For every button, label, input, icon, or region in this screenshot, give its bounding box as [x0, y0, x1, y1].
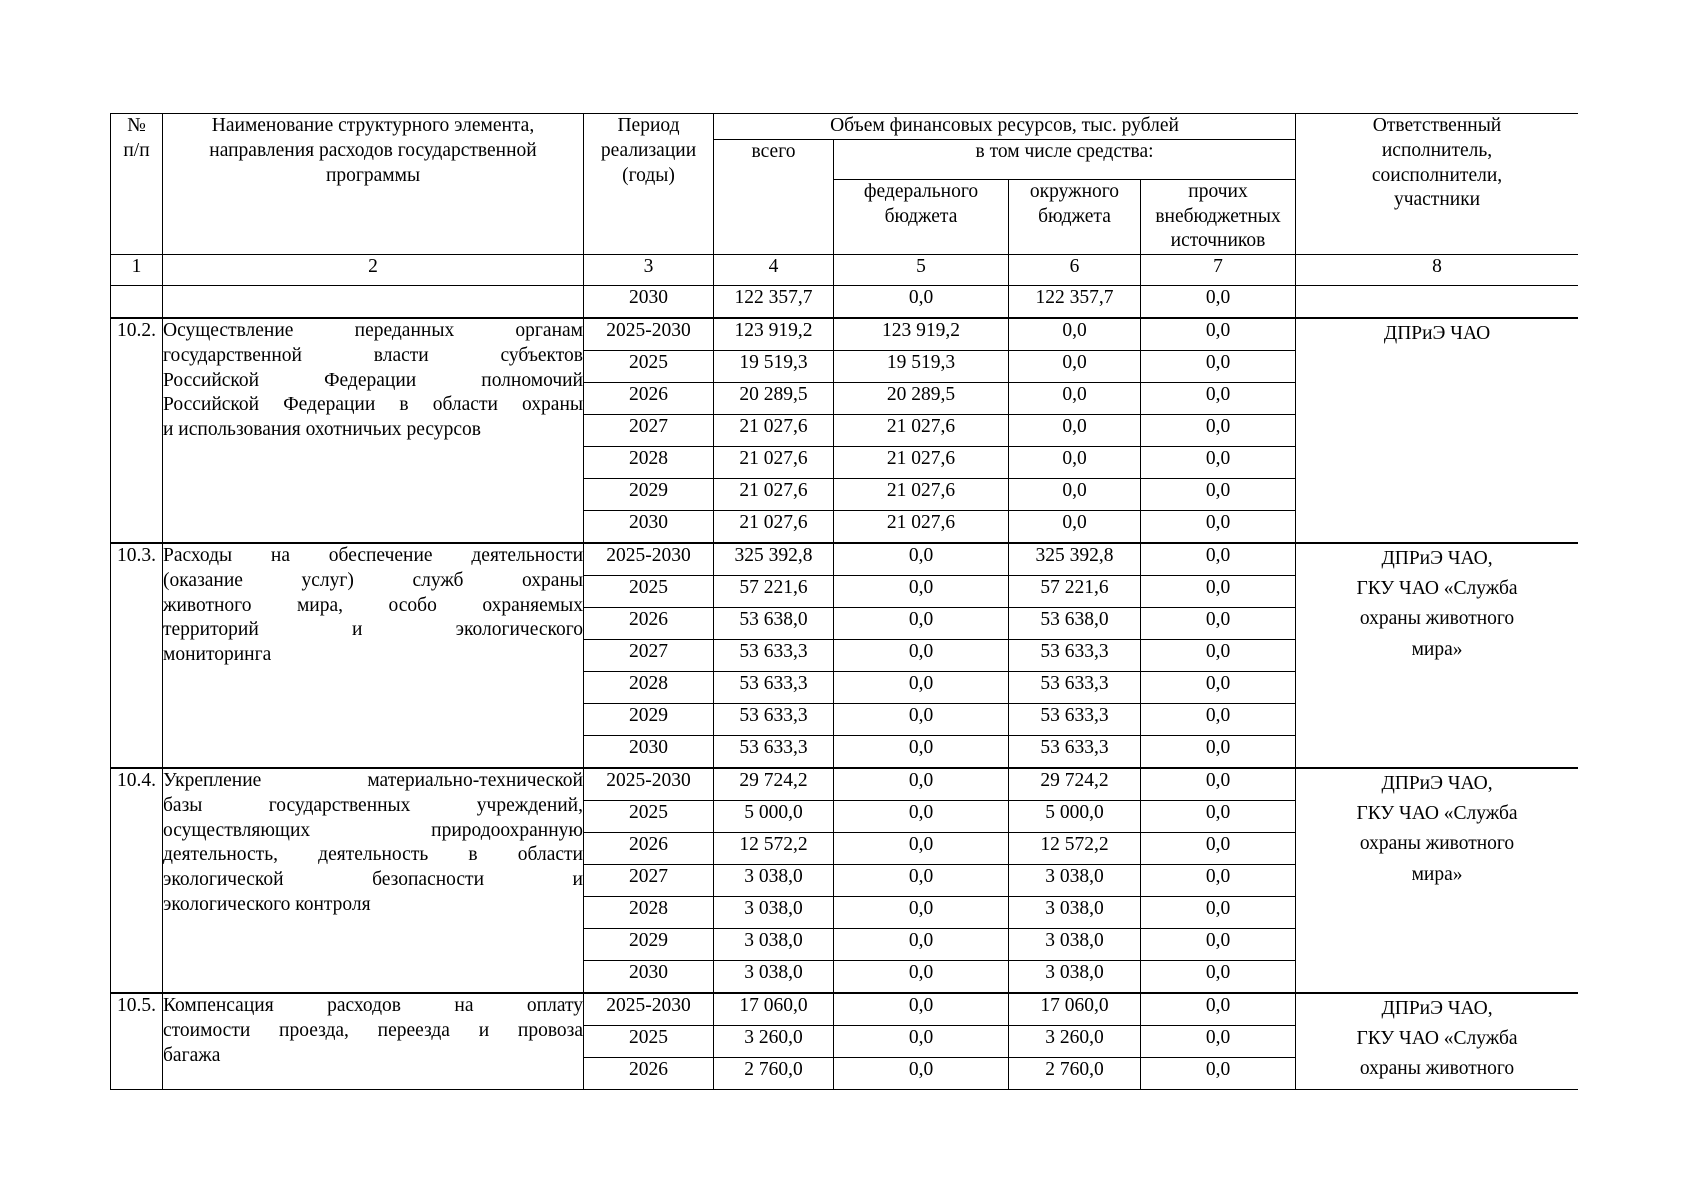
- row-federal: 123 919,2: [834, 318, 1009, 351]
- row-district: 0,0: [1009, 479, 1141, 511]
- row-total: 2 760,0: [714, 1058, 834, 1090]
- row-year: 2025-2030: [584, 318, 714, 351]
- row-year: 2025: [584, 1026, 714, 1058]
- row-district: 12 572,2: [1009, 833, 1141, 865]
- row-name-line: территорий и экологического: [163, 619, 583, 641]
- header-period: [584, 114, 714, 255]
- row-district: 3 038,0: [1009, 929, 1141, 961]
- row-year: 2025: [584, 801, 714, 833]
- row-responsible-line: ДПРиЭ ЧАО,: [1381, 998, 1493, 1019]
- row-year: 2028: [584, 447, 714, 479]
- row-total: 53 633,3: [714, 640, 834, 672]
- header-period-line2: реализации: [600, 139, 697, 161]
- row-total: 53 633,3: [714, 736, 834, 769]
- row-district: 57 221,6: [1009, 576, 1141, 608]
- row-district: 17 060,0: [1009, 993, 1141, 1026]
- row-other: 0,0: [1141, 897, 1296, 929]
- header-district-line2: бюджета: [1038, 205, 1111, 227]
- row-year: 2029: [584, 479, 714, 511]
- row-federal: 0,0: [834, 1058, 1009, 1090]
- row-other: 0,0: [1141, 318, 1296, 351]
- row-name-line: и использования охотничьих ресурсов: [163, 419, 481, 440]
- table-row: [111, 543, 1579, 576]
- colnum-1: 1: [111, 255, 163, 286]
- row-responsible: [1296, 543, 1578, 768]
- row-district: 3 038,0: [1009, 961, 1141, 994]
- row-year: 2026: [584, 1058, 714, 1090]
- row-federal: 0,0: [834, 576, 1009, 608]
- row-year: 2027: [584, 640, 714, 672]
- row-district: 0,0: [1009, 318, 1141, 351]
- row-other: 0,0: [1141, 833, 1296, 865]
- row-federal: 0,0: [834, 801, 1009, 833]
- row-federal: 0,0: [834, 286, 1009, 319]
- row-name-line: Осуществление переданных органам: [163, 320, 583, 341]
- row-no: [111, 286, 163, 319]
- header-federal: [834, 179, 1009, 254]
- row-district: 0,0: [1009, 383, 1141, 415]
- row-total: 123 919,2: [714, 318, 834, 351]
- header-including-group: в том числе средства:: [834, 139, 1296, 179]
- row-other: 0,0: [1141, 736, 1296, 769]
- header-total: всего: [714, 139, 834, 254]
- row-district: 0,0: [1009, 511, 1141, 544]
- header-responsible-line3: соисполнители,: [1371, 164, 1503, 186]
- row-other: 0,0: [1141, 768, 1296, 801]
- table-body: [111, 286, 1579, 1090]
- header-responsible-line4: участники: [1393, 189, 1481, 211]
- row-name-line: базы государственных учреждений,: [163, 794, 583, 816]
- column-number-row: [111, 255, 1579, 286]
- row-federal: 0,0: [834, 640, 1009, 672]
- row-district: 0,0: [1009, 415, 1141, 447]
- row-other: 0,0: [1141, 640, 1296, 672]
- row-year: 2028: [584, 897, 714, 929]
- row-federal: 21 027,6: [834, 447, 1009, 479]
- row-other: 0,0: [1141, 383, 1296, 415]
- row-federal: 21 027,6: [834, 479, 1009, 511]
- row-name-line: Компенсация расходов на оплату: [163, 995, 583, 1016]
- row-other: 0,0: [1141, 1026, 1296, 1058]
- header-federal-line2: бюджета: [884, 205, 958, 227]
- row-federal: 21 027,6: [834, 511, 1009, 544]
- header-other: [1141, 179, 1296, 254]
- row-year: 2027: [584, 865, 714, 897]
- row-name-line: Укрепление материально-технической: [163, 770, 583, 791]
- row-total: 53 638,0: [714, 608, 834, 640]
- row-other: 0,0: [1141, 608, 1296, 640]
- row-no: 10.2.: [111, 318, 163, 543]
- header-no: [111, 114, 163, 255]
- row-other: 0,0: [1141, 479, 1296, 511]
- row-name-line: деятельность, деятельность в области: [163, 844, 583, 866]
- row-federal: 0,0: [834, 993, 1009, 1026]
- row-other: 0,0: [1141, 543, 1296, 576]
- row-year: 2030: [584, 961, 714, 994]
- row-total: 19 519,3: [714, 351, 834, 383]
- row-name-line: животного мира, особо охраняемых: [163, 594, 583, 616]
- row-year: 2026: [584, 383, 714, 415]
- row-district: 0,0: [1009, 447, 1141, 479]
- table-header: [111, 114, 1579, 286]
- row-name-line: Расходы на обеспечение деятельности: [163, 545, 583, 566]
- row-year: 2029: [584, 704, 714, 736]
- row-year: 2026: [584, 833, 714, 865]
- row-name-line: стоимости проезда, переезда и провоза: [163, 1019, 583, 1041]
- row-other: 0,0: [1141, 511, 1296, 544]
- row-total: 29 724,2: [714, 768, 834, 801]
- row-year: 2025: [584, 576, 714, 608]
- header-other-line3: источников: [1170, 230, 1266, 252]
- colnum-3: 3: [584, 255, 714, 286]
- row-district: 2 760,0: [1009, 1058, 1141, 1090]
- row-year: 2030: [584, 286, 714, 319]
- row-responsible-line: охраны животного: [1359, 833, 1515, 855]
- row-name-line: Российской Федерации полномочий: [163, 369, 583, 391]
- row-total: 5 000,0: [714, 801, 834, 833]
- row-total: 20 289,5: [714, 383, 834, 415]
- row-responsible: [1296, 286, 1578, 319]
- header-no-line1: №: [127, 115, 146, 136]
- row-year: 2027: [584, 415, 714, 447]
- row-name-line: экологического контроля: [163, 893, 371, 915]
- row-total: 53 633,3: [714, 704, 834, 736]
- row-no: 10.4.: [111, 768, 163, 993]
- row-district: 5 000,0: [1009, 801, 1141, 833]
- row-name: [163, 768, 584, 993]
- row-federal: 0,0: [834, 608, 1009, 640]
- row-district: 53 633,3: [1009, 640, 1141, 672]
- row-other: 0,0: [1141, 801, 1296, 833]
- row-total: 3 038,0: [714, 961, 834, 994]
- row-other: 0,0: [1141, 865, 1296, 897]
- row-responsible-line: ГКУ ЧАО «Служба: [1356, 803, 1518, 825]
- row-federal: 20 289,5: [834, 383, 1009, 415]
- row-total: 3 038,0: [714, 897, 834, 929]
- row-district: 325 392,8: [1009, 543, 1141, 576]
- row-district: 53 633,3: [1009, 672, 1141, 704]
- row-responsible-line: ГКУ ЧАО «Служба: [1356, 578, 1518, 600]
- financial-resources-table: [110, 113, 1578, 1090]
- row-name: [163, 286, 584, 319]
- row-other: 0,0: [1141, 961, 1296, 994]
- row-responsible-line: ГКУ ЧАО «Служба: [1356, 1028, 1518, 1050]
- row-federal: 0,0: [834, 961, 1009, 994]
- header-district: [1009, 179, 1141, 254]
- row-name-line: Российской Федерации в области охраны: [163, 394, 583, 416]
- header-district-line1: окружного: [1029, 180, 1120, 202]
- row-responsible-line: ДПРиЭ ЧАО,: [1381, 773, 1493, 794]
- row-federal: 19 519,3: [834, 351, 1009, 383]
- row-federal: 0,0: [834, 543, 1009, 576]
- colnum-7: 7: [1141, 255, 1296, 286]
- row-name-line: мониторинга: [163, 644, 272, 665]
- row-district: 53 638,0: [1009, 608, 1141, 640]
- row-total: 21 027,6: [714, 511, 834, 544]
- row-name-line: государственной власти субъектов: [163, 344, 583, 366]
- row-total: 325 392,8: [714, 543, 834, 576]
- row-total: 57 221,6: [714, 576, 834, 608]
- row-federal: 0,0: [834, 768, 1009, 801]
- row-total: 21 027,6: [714, 415, 834, 447]
- row-district: 3 038,0: [1009, 865, 1141, 897]
- row-federal: 0,0: [834, 704, 1009, 736]
- row-total: 3 260,0: [714, 1026, 834, 1058]
- row-district: 3 260,0: [1009, 1026, 1141, 1058]
- row-name-line: осуществляющих природоохранную: [163, 819, 583, 841]
- header-responsible-line2: исполнитель,: [1381, 139, 1493, 161]
- row-district: 0,0: [1009, 351, 1141, 383]
- colnum-2: 2: [163, 255, 584, 286]
- header-name: Наименование структурного элемента, направления расходов государственной программы: [163, 114, 584, 255]
- row-other: 0,0: [1141, 704, 1296, 736]
- row-responsible-line: мира»: [1411, 863, 1463, 885]
- row-responsible: [1296, 993, 1578, 1090]
- row-federal: 0,0: [834, 929, 1009, 961]
- row-district: 53 633,3: [1009, 704, 1141, 736]
- row-name-line: (оказание услуг) служб охраны: [163, 569, 583, 591]
- row-name: [163, 543, 584, 768]
- row-other: 0,0: [1141, 993, 1296, 1026]
- row-total: 17 060,0: [714, 993, 834, 1026]
- row-year: 2025-2030: [584, 993, 714, 1026]
- header-responsible: [1296, 114, 1578, 255]
- row-responsible: [1296, 768, 1578, 993]
- row-other: 0,0: [1141, 672, 1296, 704]
- row-responsible: [1296, 318, 1578, 543]
- header-period-line3: (годы): [622, 164, 675, 186]
- row-responsible-line: охраны животного: [1359, 608, 1515, 630]
- header-no-line2: п/п: [123, 139, 150, 161]
- row-district: 122 357,7: [1009, 286, 1141, 319]
- header-finance-group: Объем финансовых ресурсов, тыс. рублей: [714, 114, 1296, 140]
- row-total: 21 027,6: [714, 447, 834, 479]
- row-year: 2029: [584, 929, 714, 961]
- colnum-8: 8: [1296, 255, 1578, 286]
- row-name-line: экологической безопасности и: [163, 869, 583, 890]
- row-name: [163, 993, 584, 1090]
- row-no: 10.3.: [111, 543, 163, 768]
- row-total: 3 038,0: [714, 865, 834, 897]
- header-row-1: [111, 114, 1579, 140]
- row-total: 12 572,2: [714, 833, 834, 865]
- row-year: 2025: [584, 351, 714, 383]
- row-other: 0,0: [1141, 929, 1296, 961]
- row-no: 10.5.: [111, 993, 163, 1090]
- row-year: 2026: [584, 608, 714, 640]
- row-name-line: багажа: [163, 1044, 221, 1066]
- row-district: 53 633,3: [1009, 736, 1141, 769]
- row-total: 53 633,3: [714, 672, 834, 704]
- table-row: [111, 993, 1579, 1026]
- row-name: [163, 318, 584, 543]
- row-responsible-line: ДПРиЭ ЧАО: [1383, 323, 1491, 344]
- row-district: 29 724,2: [1009, 768, 1141, 801]
- row-year: 2025-2030: [584, 768, 714, 801]
- header-responsible-line1: Ответственный: [1372, 115, 1502, 136]
- row-responsible-line: охраны животного: [1359, 1058, 1515, 1080]
- row-year: 2030: [584, 511, 714, 544]
- row-year: 2028: [584, 672, 714, 704]
- row-year: 2025-2030: [584, 543, 714, 576]
- colnum-5: 5: [834, 255, 1009, 286]
- row-total: 3 038,0: [714, 929, 834, 961]
- colnum-6: 6: [1009, 255, 1141, 286]
- row-federal: 0,0: [834, 897, 1009, 929]
- row-total: 122 357,7: [714, 286, 834, 319]
- colnum-4: 4: [714, 255, 834, 286]
- header-other-line1: прочих: [1188, 180, 1248, 202]
- row-federal: 21 027,6: [834, 415, 1009, 447]
- row-federal: 0,0: [834, 1026, 1009, 1058]
- row-other: 0,0: [1141, 286, 1296, 319]
- row-responsible-line: мира»: [1411, 638, 1463, 660]
- row-other: 0,0: [1141, 1058, 1296, 1090]
- row-other: 0,0: [1141, 351, 1296, 383]
- row-federal: 0,0: [834, 672, 1009, 704]
- table-row: [111, 318, 1579, 351]
- row-total: 21 027,6: [714, 479, 834, 511]
- row-other: 0,0: [1141, 447, 1296, 479]
- row-year: 2030: [584, 736, 714, 769]
- header-period-line1: Период: [617, 115, 680, 136]
- row-other: 0,0: [1141, 415, 1296, 447]
- row-district: 3 038,0: [1009, 897, 1141, 929]
- financial-resources-table-container: [110, 113, 1578, 1113]
- row-federal: 0,0: [834, 865, 1009, 897]
- row-responsible-line: ДПРиЭ ЧАО,: [1381, 548, 1493, 569]
- row-federal: 0,0: [834, 833, 1009, 865]
- table-row: [111, 286, 1579, 319]
- table-row: [111, 768, 1579, 801]
- header-other-line2: внебюджетных: [1155, 205, 1281, 227]
- row-other: 0,0: [1141, 576, 1296, 608]
- row-federal: 0,0: [834, 736, 1009, 769]
- header-federal-line1: федерального: [863, 180, 979, 202]
